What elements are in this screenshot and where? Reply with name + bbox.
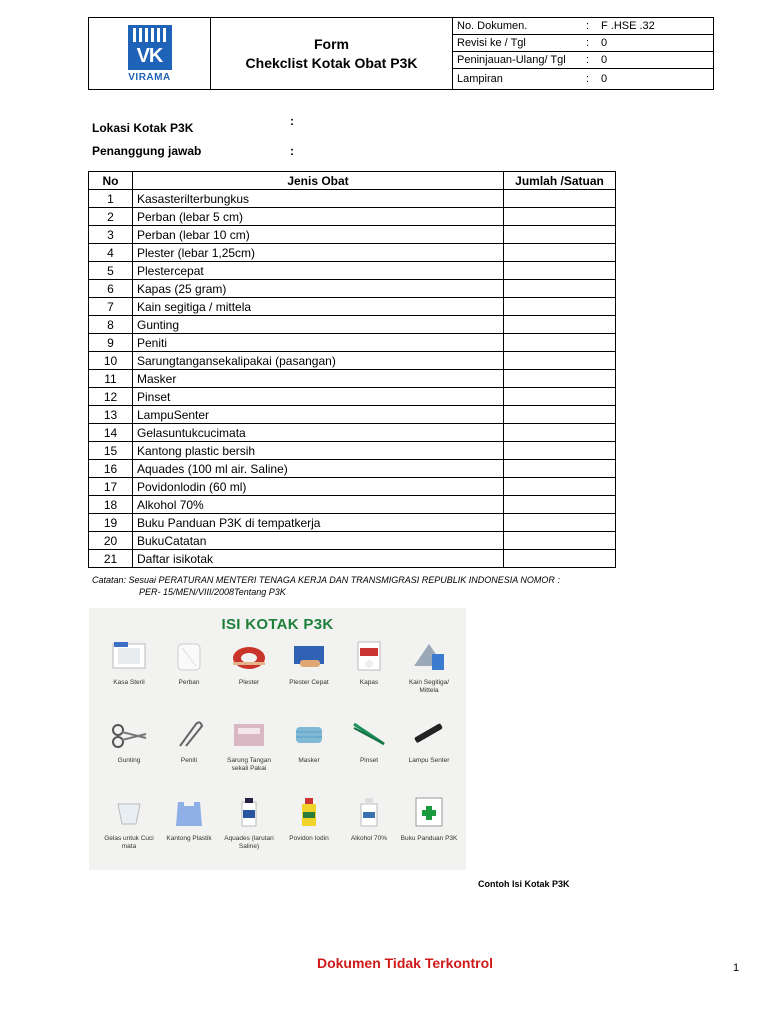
row-number: 16: [89, 460, 133, 478]
quantity-cell[interactable]: [504, 388, 616, 406]
table-row: [89, 532, 616, 550]
meta-value: 0: [601, 54, 608, 66]
quantity-cell[interactable]: [504, 316, 616, 334]
meta-colon: :: [586, 20, 590, 32]
note-line-2: PER- 15/MEN/VIII/2008Tentang P3K: [139, 587, 286, 597]
medicine-name: Plester (lebar 1,25cm): [133, 244, 504, 262]
guide-book-icon: [410, 796, 448, 833]
table-row: [89, 550, 616, 568]
quantity-cell[interactable]: [504, 244, 616, 262]
table-row: [89, 316, 616, 334]
medicine-name: BukuCatatan: [133, 532, 504, 550]
table-row: [89, 424, 616, 442]
first-aid-contents-image: [89, 608, 466, 870]
medicine-name: Alkohol 70%: [133, 496, 504, 514]
gloves-icon: [230, 718, 268, 755]
table-row: [89, 280, 616, 298]
quantity-cell[interactable]: [504, 478, 616, 496]
meta-label: Lampiran: [457, 73, 503, 85]
quantity-cell[interactable]: [504, 208, 616, 226]
row-number: 11: [89, 370, 133, 388]
quantity-cell[interactable]: [504, 280, 616, 298]
scissors-icon: [110, 718, 148, 755]
medicine-name: Daftar isikotak: [133, 550, 504, 568]
logo-text: VK: [136, 44, 163, 67]
medicine-name: Masker: [133, 370, 504, 388]
kit-item: [219, 796, 279, 851]
kit-item: [159, 796, 219, 843]
quantity-cell[interactable]: [504, 550, 616, 568]
kit-item: [399, 796, 459, 843]
row-number: 13: [89, 406, 133, 424]
quantity-cell[interactable]: [504, 424, 616, 442]
penanggung-label: Penanggung jawab: [92, 144, 202, 158]
kit-item: [219, 718, 279, 773]
kit-item-label: Kain Segitiga/ Mittela: [408, 679, 450, 694]
medicine-name: Perban (lebar 5 cm): [133, 208, 504, 226]
kit-item-label: Plester: [238, 679, 260, 686]
kit-item-label: Buku Panduan P3K: [400, 835, 458, 842]
row-number: 8: [89, 316, 133, 334]
kit-item: [279, 640, 339, 687]
quantity-cell[interactable]: [504, 460, 616, 478]
mask-icon: [290, 718, 328, 755]
meta-colon: :: [586, 37, 590, 49]
gauze-icon: [110, 640, 148, 677]
kit-item-label: Plester Cepat: [289, 679, 329, 686]
cotton-icon: [350, 640, 388, 677]
kit-item: [279, 718, 339, 765]
medicine-name: Sarungtangansekalipakai (pasangan): [133, 352, 504, 370]
quantity-cell[interactable]: [504, 262, 616, 280]
quantity-cell[interactable]: [504, 406, 616, 424]
row-number: 2: [89, 208, 133, 226]
meta-label: Peninjauan-Ulang/ Tgl: [457, 54, 566, 66]
title-cell: [211, 18, 453, 89]
alcohol-bottle-icon: [350, 796, 388, 833]
row-number: 21: [89, 550, 133, 568]
row-number: 1: [89, 190, 133, 208]
kit-item-label: Povidon Iodin: [289, 835, 329, 842]
flashlight-icon: [410, 718, 448, 755]
company-logo: [127, 25, 173, 83]
table-row: [89, 496, 616, 514]
table-row: [89, 334, 616, 352]
kit-item-label: Gunting: [117, 757, 141, 764]
meta-colon: :: [586, 73, 590, 85]
safety-pin-icon: [170, 718, 208, 755]
row-number: 4: [89, 244, 133, 262]
lokasi-colon: :: [290, 114, 294, 128]
table-row: [89, 406, 616, 424]
kit-item-label: Sarung Tangan sekali Pakai: [227, 757, 271, 772]
logo-word: VIRAMA: [128, 71, 171, 83]
medicine-name: Perban (lebar 10 cm): [133, 226, 504, 244]
kit-item: [99, 718, 159, 765]
meta-value: F .HSE .32: [601, 20, 655, 32]
meta-colon: :: [586, 54, 590, 66]
meta-row-attachment: [453, 69, 713, 89]
form-title: Chekclist Kotak Obat P3K: [245, 54, 418, 71]
quantity-cell[interactable]: [504, 352, 616, 370]
medicine-name: Kapas (25 gram): [133, 280, 504, 298]
kit-item: [99, 640, 159, 687]
triangle-cloth-icon: [410, 640, 448, 677]
kit-item: [339, 640, 399, 687]
table-row: [89, 514, 616, 532]
row-number: 9: [89, 334, 133, 352]
quick-plaster-icon: [290, 640, 328, 677]
medicine-name: Gunting: [133, 316, 504, 334]
header-no: No: [89, 172, 133, 190]
medicine-name: LampuSenter: [133, 406, 504, 424]
row-number: 6: [89, 280, 133, 298]
kit-item-label: Peniti: [180, 757, 198, 764]
table-row: [89, 352, 616, 370]
quantity-cell[interactable]: [504, 442, 616, 460]
logo-mark-icon: [128, 25, 172, 70]
meta-row-review: [453, 52, 713, 69]
panel-title: ISI KOTAK P3K: [221, 616, 334, 633]
row-number: 14: [89, 424, 133, 442]
note-line-1: Catatan: Sesuai PERATURAN MENTERI TENAGA KERJA DAN TRANSMIGRASI REPUBLIK INDONESIA NOMOR :: [92, 575, 560, 585]
meta-label: No. Dokumen.: [457, 20, 528, 32]
quantity-cell[interactable]: [504, 190, 616, 208]
quantity-cell[interactable]: [504, 226, 616, 244]
eye-cup-icon: [110, 796, 148, 833]
quantity-cell[interactable]: [504, 370, 616, 388]
kit-item-label: Kasa Steril: [113, 679, 145, 686]
uncontrolled-document-label: Dokumen Tidak Terkontrol: [316, 955, 494, 971]
kit-item-label: Alkohol 70%: [350, 835, 388, 842]
table-row: [89, 262, 616, 280]
table-row: [89, 226, 616, 244]
header-name: Jenis Obat: [133, 172, 504, 190]
row-number: 20: [89, 532, 133, 550]
medicine-name: Peniti: [133, 334, 504, 352]
row-number: 3: [89, 226, 133, 244]
meta-value: 0: [601, 73, 608, 85]
table-row: [89, 442, 616, 460]
document-meta: [453, 18, 713, 89]
saline-bottle-icon: [230, 796, 268, 833]
kit-item: [339, 718, 399, 765]
kit-item: [159, 640, 219, 687]
header-qty: Jumlah /Satuan: [504, 172, 616, 190]
medicine-name: Aquades (100 ml air. Saline): [133, 460, 504, 478]
row-number: 19: [89, 514, 133, 532]
quantity-cell[interactable]: [504, 532, 616, 550]
kit-item: [399, 718, 459, 765]
row-number: 12: [89, 388, 133, 406]
kit-item-label: Pinset: [359, 757, 379, 764]
tweezers-icon: [350, 718, 388, 755]
medicine-name: Pinset: [133, 388, 504, 406]
table-row: [89, 460, 616, 478]
table-row: [89, 370, 616, 388]
row-number: 15: [89, 442, 133, 460]
table-row: [89, 244, 616, 262]
table-header-row: [89, 172, 616, 190]
kit-item: [159, 718, 219, 765]
kit-item: [99, 796, 159, 851]
medicine-name: Buku Panduan P3K di tempatkerja: [133, 514, 504, 532]
medicine-name: Povidonlodin (60 ml): [133, 478, 504, 496]
regulation-note: [92, 574, 560, 598]
kit-item-label: Gelas untuk Cuci mata: [104, 835, 154, 850]
table-row: [89, 208, 616, 226]
row-number: 7: [89, 298, 133, 316]
plastic-bag-icon: [170, 796, 208, 833]
kit-item-label: Masker: [298, 757, 320, 764]
kit-item: [399, 640, 459, 695]
kit-item: [339, 796, 399, 843]
lokasi-label: Lokasi Kotak P3K: [92, 121, 194, 135]
row-number: 17: [89, 478, 133, 496]
kit-item-label: Aquades (larutan Saline): [224, 835, 274, 850]
table-row: [89, 190, 616, 208]
medicine-checklist-table: [88, 171, 616, 568]
medicine-name: Gelasuntukcucimata: [133, 424, 504, 442]
kit-item-label: Lampu Senter: [408, 757, 450, 764]
meta-label: Revisi ke / Tgl: [457, 37, 526, 49]
table-row: [89, 388, 616, 406]
medicine-name: Kantong plastic bersih: [133, 442, 504, 460]
table-row: [89, 478, 616, 496]
table-row: [89, 298, 616, 316]
iodine-bottle-icon: [290, 796, 328, 833]
kit-item-label: Kantong Plastik: [166, 835, 212, 842]
meta-value: 0: [601, 37, 608, 49]
row-number: 10: [89, 352, 133, 370]
kit-item: [219, 640, 279, 687]
quantity-cell[interactable]: [504, 514, 616, 532]
document-header: [88, 17, 714, 90]
meta-row-doc-number: [453, 18, 713, 35]
meta-row-revision: [453, 35, 713, 52]
kit-item-label: Kapas: [359, 679, 379, 686]
logo-cell: [89, 18, 211, 89]
quantity-cell[interactable]: [504, 496, 616, 514]
bandage-roll-icon: [170, 640, 208, 677]
page-number: 1: [733, 962, 740, 974]
row-number: 18: [89, 496, 133, 514]
image-caption: Contoh Isi Kotak P3K: [478, 879, 570, 889]
quantity-cell[interactable]: [504, 334, 616, 352]
form-label: Form: [314, 35, 349, 52]
medicine-name: Kain segitiga / mittela: [133, 298, 504, 316]
quantity-cell[interactable]: [504, 298, 616, 316]
kit-item-label: Perban: [178, 679, 200, 686]
row-number: 5: [89, 262, 133, 280]
medicine-name: Plestercepat: [133, 262, 504, 280]
penanggung-colon: :: [290, 144, 294, 158]
plaster-roll-icon: [230, 640, 268, 677]
kit-item: [279, 796, 339, 843]
medicine-name: Kasasterilterbungkus: [133, 190, 504, 208]
